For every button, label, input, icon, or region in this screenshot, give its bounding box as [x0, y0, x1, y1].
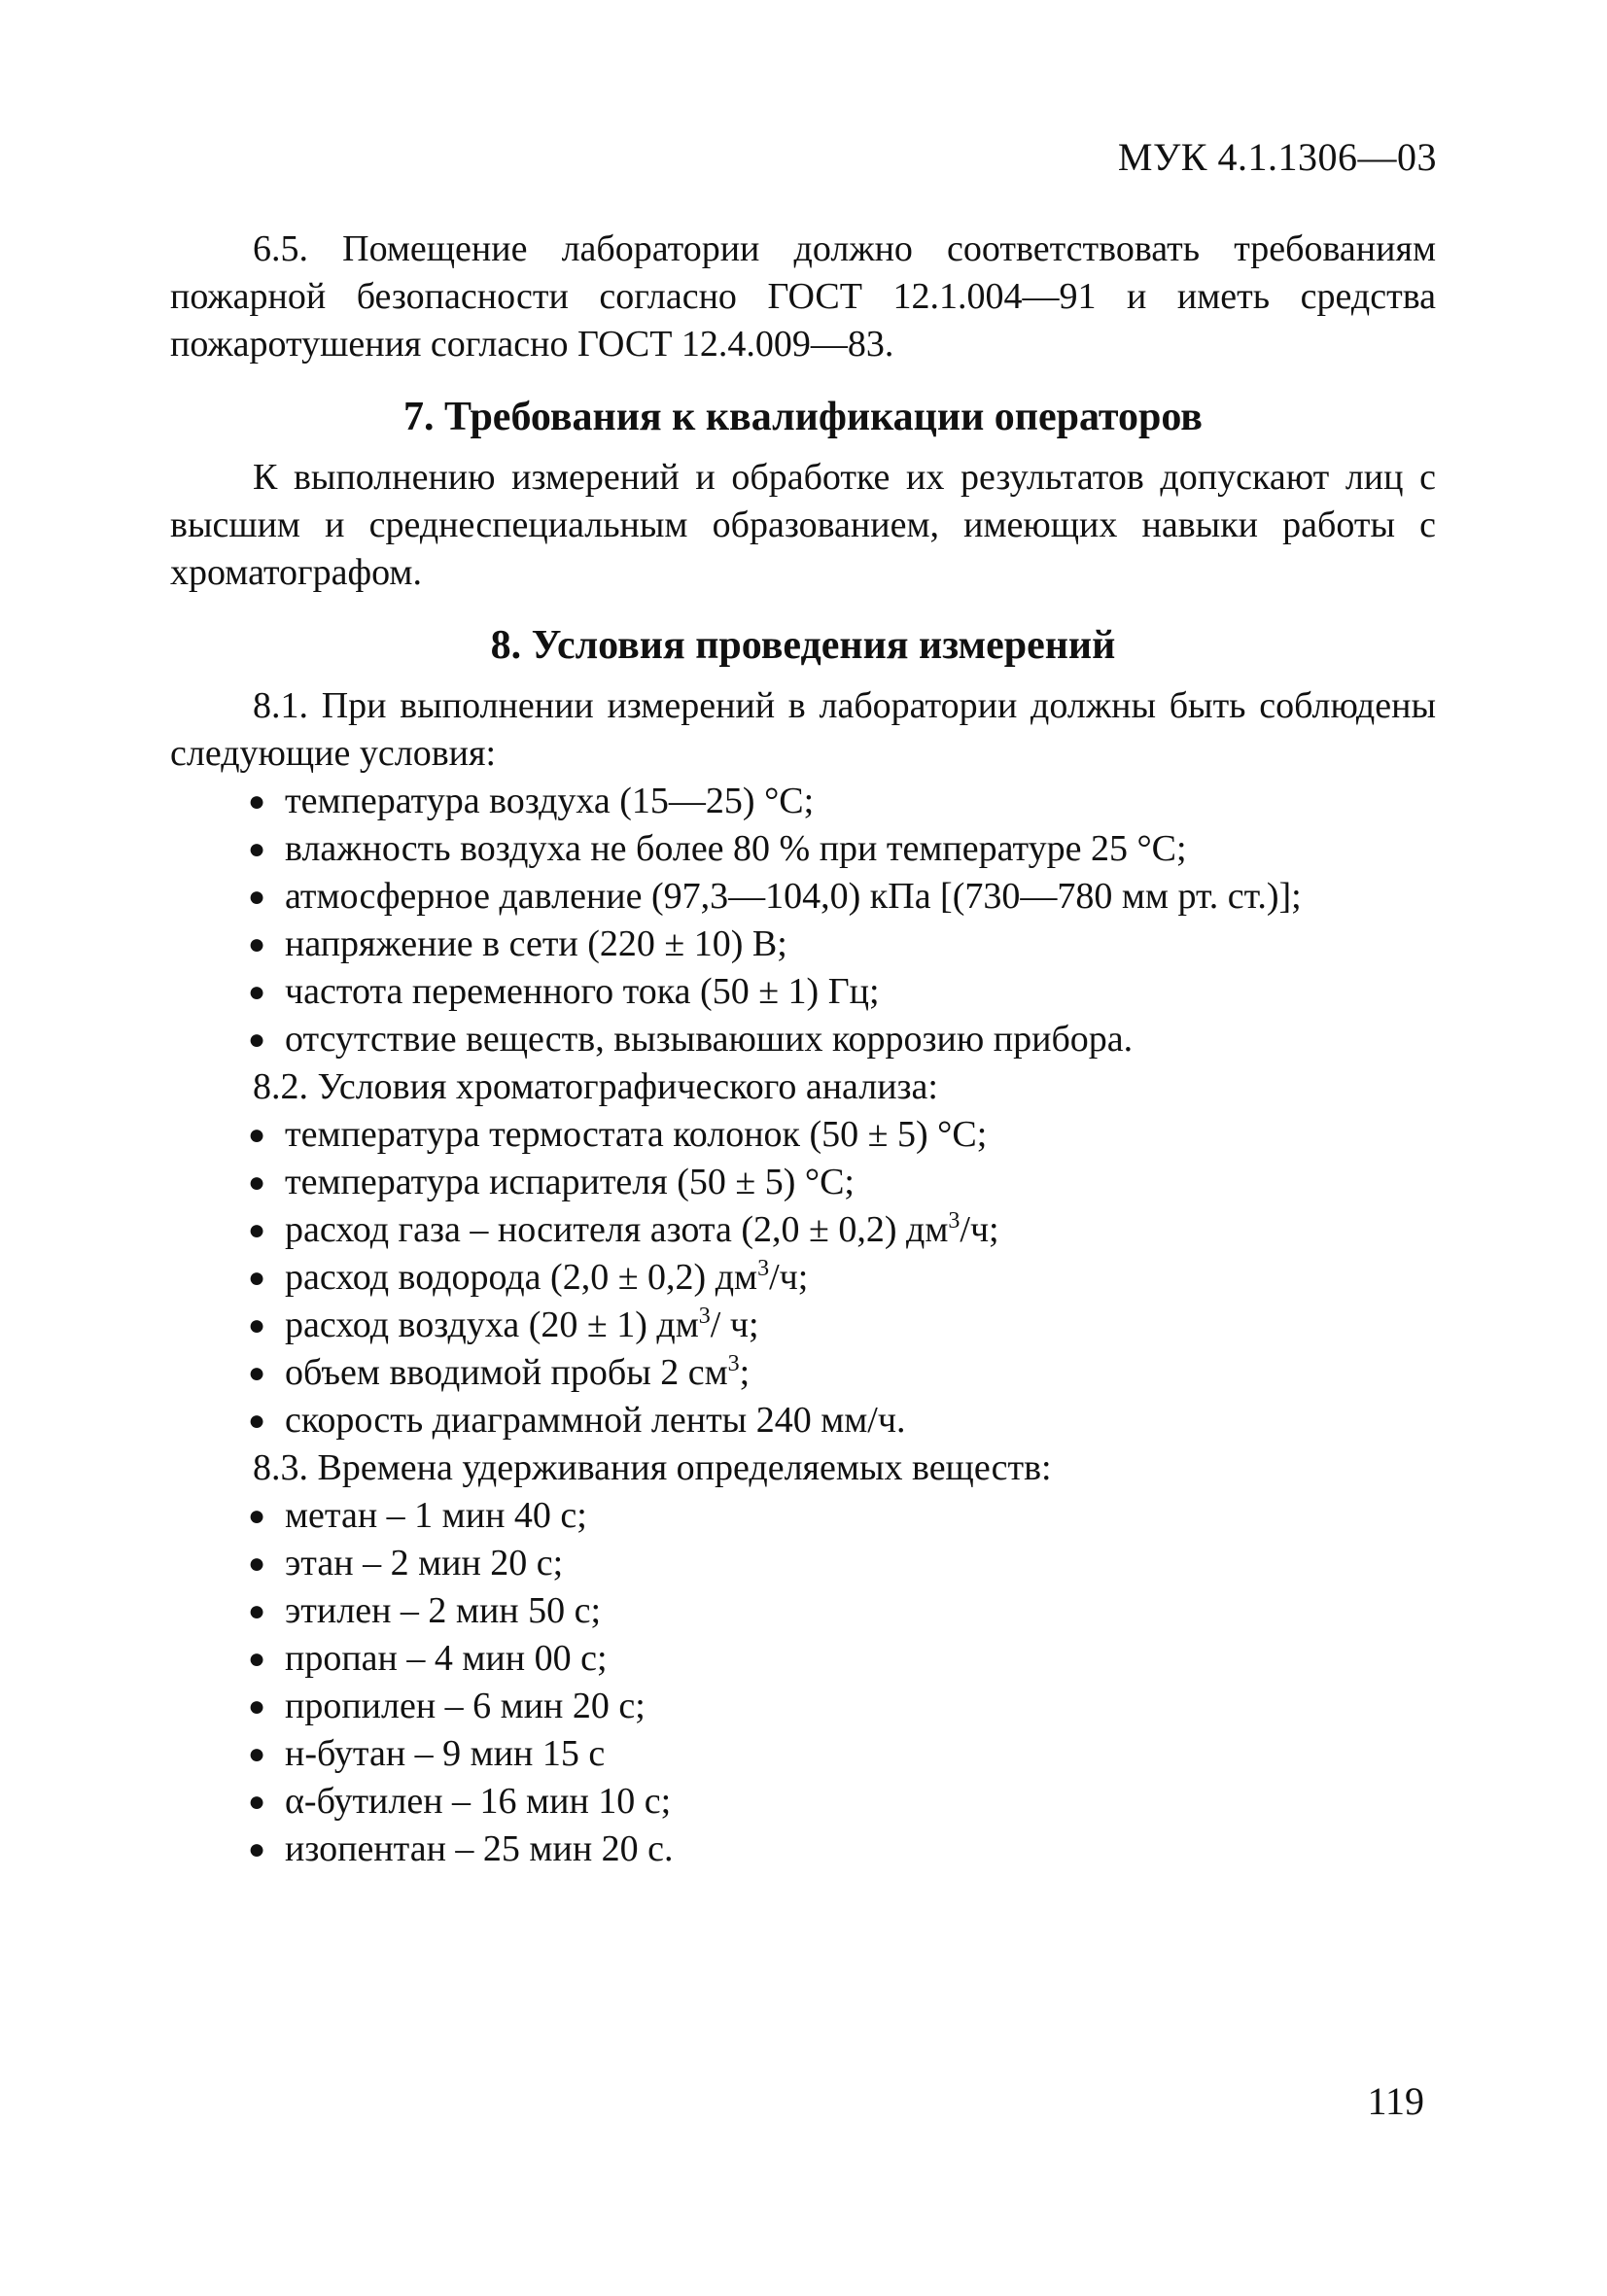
list-item: ● этан – 2 мин 20 с;: [248, 1540, 1436, 1587]
bullet-icon: ●: [248, 1738, 266, 1770]
bullet-icon: ●: [248, 1548, 266, 1580]
list-item: ● напряжение в сети (220 ± 10) В;: [248, 921, 1436, 968]
list-item: ● этилен – 2 мин 50 с;: [248, 1587, 1436, 1635]
bullet-icon: ●: [248, 1166, 266, 1199]
bullet-icon: ●: [248, 785, 266, 818]
paragraph-8-2: 8.2. Условия хроматографического анализа:: [253, 1066, 938, 1107]
list-item: ● температура испарителя (50 ± 5) °С;: [248, 1159, 1436, 1206]
bullet-icon: ●: [248, 1690, 266, 1722]
list-item: ● скорость диаграммной ленты 240 мм/ч.: [248, 1397, 1436, 1444]
list-item: ● метан – 1 мин 40 с;: [248, 1492, 1436, 1540]
list-item: ● расход воздуха (20 ± 1) $дм^3/$ ч;: [248, 1302, 1436, 1349]
conditions-list: [170, 778, 1436, 1063]
bullet-icon: ●: [248, 1262, 266, 1294]
paragraph-8-1: 8.1. При выполнении измерений в лаборатории должны быть соблюдены следующие условия:: [170, 685, 1436, 774]
paragraph-7: К выполнению измерений и обработке их результатов допускают лиц с высшим и среднеспециальным образованием, имеющих навыки работы с хроматографом.: [170, 457, 1436, 593]
section-7-heading: 7. Требования к квалификации операторов: [403, 395, 1203, 439]
bullet-icon: ●: [248, 1595, 266, 1627]
list-item: ● частота переменного тока (50 ± 1) Гц;: [248, 968, 1436, 1016]
document-code: МУК 4.1.1306—03: [1117, 135, 1437, 179]
list-item: ● изопентан – 25 мин 20 с.: [248, 1826, 1436, 1873]
bullet-icon: ●: [248, 1500, 266, 1532]
list-item: ● пропилен – 6 мин 20 с;: [248, 1683, 1436, 1730]
bullet-icon: ●: [248, 1833, 266, 1865]
list-item: ● расход газа – носителя азота (2,0 ± 0,2) $дм^3/ч$;: [248, 1206, 1436, 1254]
list-item: ● температура воздуха (15—25) °С;: [248, 778, 1436, 825]
retention-times-list: [170, 1492, 1436, 1873]
bullet-icon: ●: [248, 833, 266, 865]
page-content: [170, 226, 1436, 1873]
list-item: ● α-бутилен – 16 мин 10 с;: [248, 1778, 1436, 1826]
list-item: ● расход водорода (2,0 ± 0,2) $дм^3/ч$;: [248, 1254, 1436, 1302]
bullet-icon: ●: [248, 1214, 266, 1246]
paragraph-6-5: 6.5. Помещение лаборатории должно соответствовать требованиям пожарной безопасности согласно ГОСТ 12.1.004—91 и иметь средства пожаротушения согласно ГОСТ 12.4.009—83.: [170, 228, 1436, 365]
bullet-icon: ●: [248, 1119, 266, 1151]
bullet-icon: ●: [248, 1309, 266, 1341]
section-8-heading: 8. Условия проведения измерений: [490, 623, 1116, 668]
list-item: ● объем вводимой пробы 2 $см^3$;: [248, 1349, 1436, 1397]
paragraph-8-3: 8.3. Времена удерживания определяемых веществ:: [253, 1447, 1052, 1488]
bullet-icon: ●: [248, 1024, 266, 1056]
list-item: ● отсутствие веществ, вызываюших коррозию прибора.: [248, 1016, 1436, 1063]
analysis-conditions-list: [170, 1111, 1436, 1444]
bullet-icon: ●: [248, 976, 266, 1008]
list-item: ● н-бутан – 9 мин 15 с: [248, 1730, 1436, 1778]
bullet-icon: ●: [248, 881, 266, 913]
page-number: 119: [1367, 2079, 1424, 2123]
bullet-icon: ●: [248, 1357, 266, 1389]
bullet-icon: ●: [248, 1786, 266, 1818]
list-item: ● температура термостата колонок (50 ± 5) °С;: [248, 1111, 1436, 1159]
bullet-icon: ●: [248, 1643, 266, 1675]
list-item: ● влажность воздуха не более 80 % при температуре 25 °С;: [248, 825, 1436, 873]
bullet-icon: ●: [248, 928, 266, 960]
list-item: ● атмосферное давление (97,3—104,0) кПа [(730—780 мм рт. ст.)];: [248, 873, 1436, 921]
list-item: ● пропан – 4 мин 00 с;: [248, 1635, 1436, 1683]
bullet-icon: ●: [248, 1405, 266, 1437]
